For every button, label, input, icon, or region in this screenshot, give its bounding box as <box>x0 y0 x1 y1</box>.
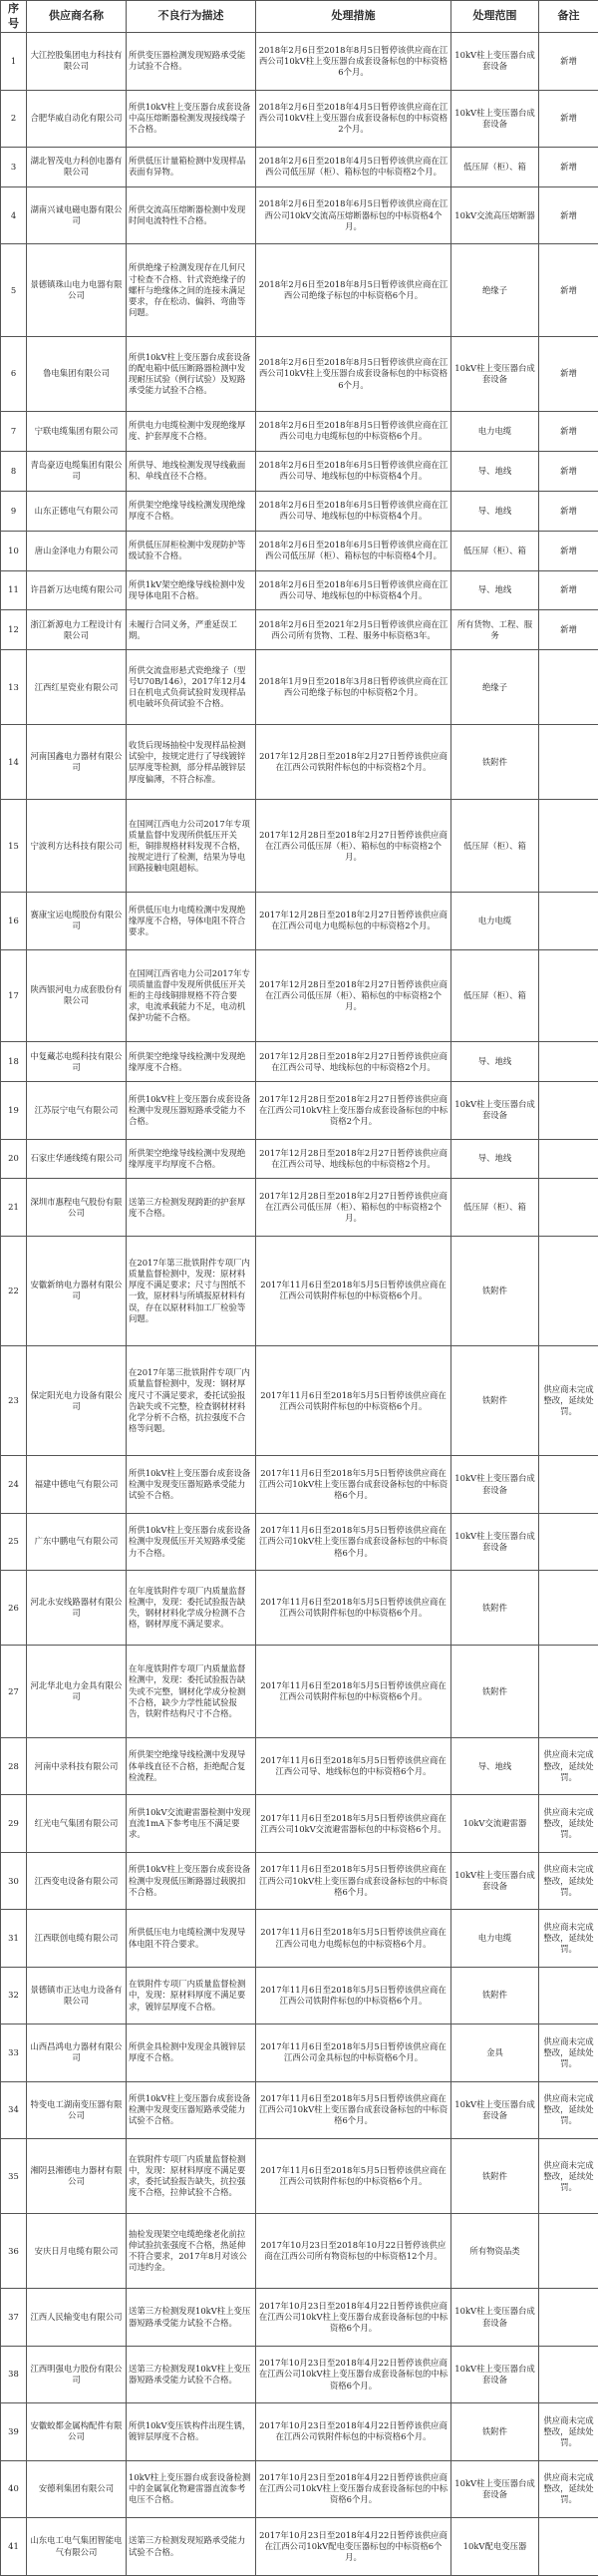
supplier-name: 湘阴县湘德电力器材有限公司 <box>27 2139 127 2214</box>
violation-description: 所供架空绝缘导线检测中发现绝缘厚度平均厚度不合格。 <box>127 1139 256 1179</box>
violation-description: 所供10kV柱上变压器台成套设备的配电箱中低压断路器检测中发现耐压试验（例行试验）及短路承受能力试验不合格。 <box>127 336 256 411</box>
penalty-scope: 铁附件 <box>451 1236 539 1345</box>
penalty-scope: 铁附件 <box>451 1646 539 1738</box>
remark: 新增 <box>539 186 598 243</box>
penalty-scope: 低压屏（柜）、箱 <box>451 531 539 570</box>
remark: 供应商未完成整改，延续处罚。 <box>539 1910 598 1967</box>
penalty-scope: 10kV柱上变压器台成套设备 <box>451 336 539 411</box>
penalty-measure: 2018年2月6日至2018年8月5日暂停该供应商在江西公司电力电缆标包的中标资格6个月。 <box>256 412 451 452</box>
violation-description: 所供10kV柱上变压器台成套设备检测中发现变压器短路承受能力试验不合格。 <box>127 1456 256 1513</box>
supplier-name: 许昌新万达电缆有限公司 <box>27 570 127 610</box>
penalty-measure: 2018年2月6日至2018年4月5日暂停该供应商在江西公司10kV柱上变压器台成套设备标包的中标资格2个月。 <box>256 90 451 147</box>
penalty-scope: 铁附件 <box>451 2139 539 2214</box>
table-body <box>1 33 598 2576</box>
penalty-measure: 2017年11月6日至2018年5月5日暂停该供应商在江西公司铁附件标包的中标资格6个月。 <box>256 1571 451 1646</box>
row-number: 17 <box>1 949 27 1042</box>
violation-description: 所供10kV柱上变压器台成套设备中高压熔断器检测发现接线端子不合格。 <box>127 90 256 147</box>
table-row <box>1 336 598 411</box>
penalty-scope: 电力电缆 <box>451 412 539 452</box>
violation-description: 在国网江西电力公司2017年专项质量监督中发现所供低压开关柜，铜排规格材料发现不合格，按规定进行了检测，结果为导电回路接触电阻超标。 <box>127 800 256 893</box>
table-row <box>1 1646 598 1738</box>
violation-description: 所供10kV交流避雷器检测中发现直流1mA下参考电压不满足要求。 <box>127 1795 256 1852</box>
penalty-measure: 2017年10月23日至2018年4月22日暂停该供应商在江西公司10kV柱上变压器台成套设备标包的中标资格6个月。 <box>256 2289 451 2346</box>
penalty-measure: 2017年11月6日至2018年5月5日暂停该供应商在江西公司10kV交流避雷器标包的中标资格6个月。 <box>256 1795 451 1852</box>
row-number: 9 <box>1 491 27 531</box>
row-number: 28 <box>1 1737 27 1794</box>
remark <box>539 1513 598 1570</box>
header-remark: 备注 <box>539 1 598 33</box>
remark: 供应商未完成整改，延续处罚。 <box>539 2139 598 2214</box>
violation-description: 所供电力电缆检测中发现绝缘厚度、护套厚度不合格。 <box>127 412 256 452</box>
row-number: 25 <box>1 1513 27 1570</box>
row-number: 13 <box>1 650 27 725</box>
penalty-scope: 所有物资品类 <box>451 2214 539 2289</box>
violation-description: 所供1kV架空绝缘导线检测中发现导体电阻不合格。 <box>127 570 256 610</box>
remark: 新增 <box>539 244 598 337</box>
penalty-scope: 导、地线 <box>451 451 539 491</box>
remark: 新增 <box>539 491 598 531</box>
table-row <box>1 2460 598 2517</box>
supplier-name: 广东中鹏电气有限公司 <box>27 1513 127 1570</box>
penalty-scope: 10kV柱上变压器台成套设备 <box>451 90 539 147</box>
penalty-scope: 低压屏（柜）、箱 <box>451 1179 539 1236</box>
table-row <box>1 1513 598 1570</box>
remark <box>539 2289 598 2346</box>
penalty-measure: 2017年10月23日至2018年10月22日暂停该供应商在江西公司所有物资标包的中标资格12个月。 <box>256 2214 451 2289</box>
penalty-measure: 2017年11月6日至2018年5月5日暂停该供应商在江西公司导、地线标包的中标资格6个月。 <box>256 1737 451 1794</box>
violation-description: 所供10kV柱上变压器台成套设备检测中发现变压器短路承受能力试验不合格。 <box>127 2081 256 2138</box>
penalty-scope: 10kV柱上变压器台成套设备 <box>451 1852 539 1909</box>
table-row <box>1 2289 598 2346</box>
penalty-scope: 绝缘子 <box>451 244 539 337</box>
supplier-name: 山东电工电气集团智能电气有限公司 <box>27 2518 127 2576</box>
supplier-name: 河北永安线路器材有限公司 <box>27 1571 127 1646</box>
table-row <box>1 1139 598 1179</box>
violation-description: 所供低压计量箱检测中发现样品表面有异物。 <box>127 147 256 186</box>
row-number: 2 <box>1 90 27 147</box>
remark: 供应商未完成整改，延续处罚。 <box>539 2403 598 2460</box>
supplier-name: 河南国鑫电力器材有限公司 <box>27 725 127 800</box>
supplier-name: 鲁电集团有限公司 <box>27 336 127 411</box>
table-row <box>1 1852 598 1909</box>
violation-description: 所供架空绝缘导线检测发现绝缘厚度不合格。 <box>127 491 256 531</box>
row-number: 40 <box>1 2460 27 2517</box>
penalty-measure: 2017年11月6日至2018年5月5日暂停该供应商在江西公司铁附件标包的中标资格6个月。 <box>256 1346 451 1456</box>
table-row <box>1 1795 598 1852</box>
remark: 供应商未完成整改，延续处罚。 <box>539 1737 598 1794</box>
penalty-scope: 低压屏（柜）、箱 <box>451 949 539 1042</box>
violation-description: 所供交流盘形悬式瓷绝缘子（型号U70B/146），2017年12月4日在机电式负荷试验时发现样品机电破坏负荷试验不合格。 <box>127 650 256 725</box>
remark <box>539 1139 598 1179</box>
table-row <box>1 1236 598 1345</box>
row-number: 30 <box>1 1852 27 1909</box>
table-row <box>1 1737 598 1794</box>
penalty-measure: 2017年12月28日至2018年2月27日暂停该供应商在江西公司电力电缆标包的中标资格2个月。 <box>256 893 451 949</box>
remark <box>539 800 598 893</box>
supplier-name: 湖南兴诚电磁电器有限公司 <box>27 186 127 243</box>
table-row <box>1 147 598 186</box>
penalty-scope: 10kV柱上变压器台成套设备 <box>451 1082 539 1139</box>
table-row <box>1 2139 598 2214</box>
remark <box>539 1179 598 1236</box>
supplier-name: 江西明强电力股份有限公司 <box>27 2346 127 2402</box>
supplier-name: 石家庄华通线缆有限公司 <box>27 1139 127 1179</box>
violation-description: 所供金具检测中发现金具镀锌层厚度不合格。 <box>127 2024 256 2081</box>
table-row <box>1 33 598 90</box>
row-number: 27 <box>1 1646 27 1738</box>
penalty-measure: 2017年11月6日至2018年5月5日暂停该供应商在江西公司铁附件标包的中标资格6个月。 <box>256 2139 451 2214</box>
supplier-name: 山西昌鸿电力器材有限公司 <box>27 2024 127 2081</box>
supplier-name: 江西变电设备有限公司 <box>27 1852 127 1909</box>
penalty-scope: 绝缘子 <box>451 650 539 725</box>
remark: 供应商未完成整改，延续处罚。 <box>539 2024 598 2081</box>
violation-description: 所供导、地线检测发现导线截面积、单线直径不合格。 <box>127 451 256 491</box>
penalty-measure: 2017年11月6日至2018年5月5日暂停该供应商在江西公司10kV柱上变压器台成套设备标包的中标资格6个月。 <box>256 1456 451 1513</box>
violation-description: 在年度铁附件专项厂内质量监督检测中，发现：委托试验报告缺失或不完整，钢材化学成分检测不合格，缺少力学性能试验报告，铁附件结构尺寸不合格。 <box>127 1646 256 1738</box>
remark: 新增 <box>539 531 598 570</box>
remark: 新增 <box>539 33 598 90</box>
row-number: 38 <box>1 2346 27 2402</box>
remark: 新增 <box>539 336 598 411</box>
violation-description: 送第三方检测发现短路承受能力试验不合格。 <box>127 2518 256 2576</box>
row-number: 35 <box>1 2139 27 2214</box>
supplier-name: 大江控股集团电力科技有限公司 <box>27 33 127 90</box>
supplier-name: 江西红星瓷业有限公司 <box>27 650 127 725</box>
row-number: 15 <box>1 800 27 893</box>
supplier-name: 唐山金泽电力有限公司 <box>27 531 127 570</box>
violation-description: 所供交流高压熔断器检测中发现时间电流特性不合格。 <box>127 186 256 243</box>
violation-description: 所供10kV变压铁构件出现生锈，镀锌层厚度不合格。 <box>127 2403 256 2460</box>
remark <box>539 2214 598 2289</box>
violation-description: 抽检发现架空电缆绝缘老化前拉伸试验抗张强度不合格，热延伸不符合要求，2017年8月对该公司违约金。 <box>127 2214 256 2289</box>
remark: 供应商未完成整改，延续处罚。 <box>539 1795 598 1852</box>
header-no: 序号 <box>1 1 27 33</box>
remark <box>539 650 598 725</box>
remark: 新增 <box>539 451 598 491</box>
violation-description: 所供10kV柱上变压器台成套设备检测中发现压器短路承受能力不合格。 <box>127 1082 256 1139</box>
penalty-measure: 2017年11月6日至2018年5月5日暂停该供应商在江西公司铁附件标包的中标资格6个月。 <box>256 1236 451 1345</box>
penalty-measure: 2017年12月28日至2018年2月27日暂停该供应商在江西公司低压屏（柜）、箱标包的中标资格2个月。 <box>256 1179 451 1236</box>
penalty-scope: 导、地线 <box>451 570 539 610</box>
violation-description: 在2017年第三批铁附件专项厂内质量监督检测中，发现：钢材厚度尺寸不满足要求，委托试验报告缺失或不完整，检查钢材材料化学分析不合格，抗拉强度不合格等问题。 <box>127 1346 256 1456</box>
row-number: 6 <box>1 336 27 411</box>
row-number: 10 <box>1 531 27 570</box>
penalty-measure: 2018年2月6日至2018年6月5日暂停该供应商在江西公司低压屏（柜）、箱标包的中标资格4个月。 <box>256 531 451 570</box>
penalty-measure: 2017年11月6日至2018年5月5日暂停该供应商在江西公司10kV柱上变压器台成套设备标包的中标资格6个月。 <box>256 1513 451 1570</box>
violation-description: 所供绝缘子检测发现存在几何尺寸检查不合格、针式瓷绝缘子的螺杆与绝缘体之间的连接未满足要求，存在松动、偏斜、弯曲等问题。 <box>127 244 256 337</box>
violation-description: 送第三方检测发现10kV柱上变压器短路承受能力试验不合格。 <box>127 2289 256 2346</box>
violation-description: 所供低压电力电缆检测中发现绝缘厚度不合格，导体电阻不符合要求。 <box>127 893 256 949</box>
remark <box>539 949 598 1042</box>
penalty-measure: 2017年10月23日至2018年4月22日暂停该供应商在江西公司铁附件标包的中标资格6个月。 <box>256 2403 451 2460</box>
table-row <box>1 531 598 570</box>
table-row <box>1 2518 598 2576</box>
supplier-name: 赛康宝运电缆股份有限公司 <box>27 893 127 949</box>
penalty-measure: 2017年11月6日至2018年5月5日暂停该供应商在江西公司10kV柱上变压器台成套设备标包的中标资格6个月。 <box>256 1852 451 1909</box>
row-number: 41 <box>1 2518 27 2576</box>
row-number: 34 <box>1 2081 27 2138</box>
penalty-measure: 2018年2月6日至2018年8月5日暂停该供应商在江西公司10kV柱上变压器台成套设备标包的中标资格6个月。 <box>256 33 451 90</box>
row-number: 11 <box>1 570 27 610</box>
penalty-scope: 10kV柱上变压器台成套设备 <box>451 2346 539 2402</box>
table-row <box>1 2081 598 2138</box>
violation-description: 在铁附件专项厂内质量监督检测中，发现：原材料厚度不满足要求，镀锌层厚度不合格。 <box>127 1967 256 2024</box>
supplier-name: 中复藏芯电缆科技有限公司 <box>27 1042 127 1082</box>
penalty-measure: 2017年12月28日至2018年2月27日暂停该供应商在江西公司低压屏（柜）、箱标包的中标资格2个月。 <box>256 800 451 893</box>
penalty-measure: 2017年11月6日至2018年5月5日暂停该供应商在江西公司金具标包的中标资格6个月。 <box>256 2024 451 2081</box>
supplier-name: 合肥华威自动化有限公司 <box>27 90 127 147</box>
table-row <box>1 1082 598 1139</box>
remark: 新增 <box>539 412 598 452</box>
supplier-name: 安徽新纳电力器材有限公司 <box>27 1236 127 1345</box>
table-row <box>1 412 598 452</box>
remark <box>539 1236 598 1345</box>
row-number: 32 <box>1 1967 27 2024</box>
table-row <box>1 244 598 337</box>
header-scope: 处理范围 <box>451 1 539 33</box>
remark: 供应商未完成整改，延续处罚。 <box>539 2460 598 2517</box>
penalty-measure: 2018年2月6日至2021年2月5日暂停该供应商在江西公司所有货物、工程、服务中标资格3年。 <box>256 610 451 650</box>
table-row <box>1 610 598 650</box>
table-row <box>1 2403 598 2460</box>
row-number: 23 <box>1 1346 27 1456</box>
penalty-scope: 铁附件 <box>451 1346 539 1456</box>
remark: 新增 <box>539 147 598 186</box>
penalty-measure: 2017年12月28日至2018年2月27日暂停该供应商在江西公司低压屏（柜）、箱标包的中标资格2个月。 <box>256 949 451 1042</box>
table-row <box>1 570 598 610</box>
penalty-scope: 10kV柱上变压器台成套设备 <box>451 1456 539 1513</box>
supplier-name: 青岛豪迈电缆集团有限公司 <box>27 451 127 491</box>
penalty-measure: 2018年2月6日至2018年6月5日暂停该供应商在江西公司导、地线标包的中标资格4个月。 <box>256 451 451 491</box>
violation-description: 所供架空绝缘导线检测中发现导体单线直径不合格，拒绝配合复检流程。 <box>127 1737 256 1794</box>
violation-description: 在2017年第三批铁附件专项厂内质量监督检测中，发现：原材料厚度不满足要求；尺寸与图纸不一致，原材料与所填报原材料有误，存在以原材料加工厂检验等问题。 <box>127 1236 256 1345</box>
table-row <box>1 2214 598 2289</box>
penalty-scope: 低压屏（柜）、箱 <box>451 147 539 186</box>
penalty-measure: 2017年10月23日至2018年4月22日暂停该供应商在江西公司10kV配电变压器标包的中标资格6个月。 <box>256 2518 451 2576</box>
penalty-scope: 铁附件 <box>451 1967 539 2024</box>
table-row <box>1 1456 598 1513</box>
table-row <box>1 949 598 1042</box>
table-row <box>1 1042 598 1082</box>
supplier-name: 景德镇市正达电力设备有限公司 <box>27 1967 127 2024</box>
penalty-scope: 10kV配电变压器 <box>451 2518 539 2576</box>
table-header-row <box>1 1 598 33</box>
penalty-measure: 2017年12月28日至2018年2月27日暂停该供应商在江西公司10kV柱上变压器台成套设备标包的中标资格2个月。 <box>256 1082 451 1139</box>
supplier-name: 河南中录科技有限公司 <box>27 1737 127 1794</box>
violation-description: 在铁附件专项厂内质量监督检测中，发现：原材料厚度不满足要求，委托试验报告缺失，抗拉强度不合格，拉伸试验不合格。 <box>127 2139 256 2214</box>
penalty-scope: 所有货物、工程、服务 <box>451 610 539 650</box>
penalty-measure: 2017年12月28日至2018年2月27日暂停该供应商在江西公司导、地线标包的中标资格2个月。 <box>256 1042 451 1082</box>
supplier-name: 宁波利方达科技有限公司 <box>27 800 127 893</box>
penalty-measure: 2018年2月6日至2018年8月5日暂停该供应商在江西公司绝缘子标包的中标资格6个月。 <box>256 244 451 337</box>
table-row <box>1 90 598 147</box>
row-number: 1 <box>1 33 27 90</box>
row-number: 29 <box>1 1795 27 1852</box>
table-row <box>1 1910 598 1967</box>
penalty-scope: 10kV交流高压熔断器 <box>451 186 539 243</box>
violation-description: 送第三方检测发现跨距的护套厚度不合格。 <box>127 1179 256 1236</box>
row-number: 26 <box>1 1571 27 1646</box>
row-number: 18 <box>1 1042 27 1082</box>
violation-description: 在年度铁附件专项厂内质量监督检测中，发现：委托试验报告缺失，钢材材料化学成分检测不合格，钢材厚度不满足要求。 <box>127 1571 256 1646</box>
table-row <box>1 451 598 491</box>
supplier-name: 湖北智茂电力科创电器有限公司 <box>27 147 127 186</box>
penalty-scope: 导、地线 <box>451 491 539 531</box>
penalty-scope: 铁附件 <box>451 725 539 800</box>
supplier-name: 山东正德电气有限公司 <box>27 491 127 531</box>
penalty-measure: 2017年12月28日至2018年2月27日暂停该供应商在江西公司导、地线标包的中标资格2个月。 <box>256 1139 451 1179</box>
table-row <box>1 725 598 800</box>
table-row <box>1 1346 598 1456</box>
row-number: 20 <box>1 1139 27 1179</box>
remark <box>539 1646 598 1738</box>
table-row <box>1 491 598 531</box>
penalty-scope: 导、地线 <box>451 1139 539 1179</box>
table-row <box>1 800 598 893</box>
penalty-measure: 2018年2月6日至2018年6月5日暂停该供应商在江西公司10kV交流高压熔断器标包的中标资格4个月。 <box>256 186 451 243</box>
penalty-scope: 10kV柱上变压器台成套设备 <box>451 1513 539 1570</box>
violation-description: 所供低压电力电缆检测中发现导体电阻不符合要求。 <box>127 1910 256 1967</box>
remark: 新增 <box>539 570 598 610</box>
supplier-name: 河北华北电力金具有限公司 <box>27 1646 127 1738</box>
penalty-scope: 低压屏（柜）、箱 <box>451 800 539 893</box>
supplier-name: 安庆日月电缆有限公司 <box>27 2214 127 2289</box>
penalty-scope: 导、地线 <box>451 1042 539 1082</box>
penalty-scope: 铁附件 <box>451 2403 539 2460</box>
table-row <box>1 1967 598 2024</box>
row-number: 14 <box>1 725 27 800</box>
header-measure: 处理措施 <box>256 1 451 33</box>
penalty-scope: 电力电缆 <box>451 1910 539 1967</box>
remark <box>539 2346 598 2402</box>
supplier-name: 江西联创电缆有限公司 <box>27 1910 127 1967</box>
supplier-name: 景德镇珠山电力电器有限公司 <box>27 244 127 337</box>
violation-description: 所供变压器检测发现短路承受能力试验不合格。 <box>127 33 256 90</box>
table-row <box>1 650 598 725</box>
remark: 供应商未完成整改，延续处罚。 <box>539 2081 598 2138</box>
supplier-name: 红光电气集团有限公司 <box>27 1795 127 1852</box>
penalty-measure: 2017年10月23日至2018年4月22日暂停该供应商在江西公司10kV柱上变压器台成套设备标包的中标资格6个月。 <box>256 2346 451 2402</box>
violation-description: 所供架空绝缘导线检测中发现绝缘厚度不合格。 <box>127 1042 256 1082</box>
row-number: 22 <box>1 1236 27 1345</box>
remark <box>539 2518 598 2576</box>
supplier-name: 安徽蛟都金属构配件有限公司 <box>27 2403 127 2460</box>
violation-description: 所供低压屏柜检测中发现防护等级试验不合格。 <box>127 531 256 570</box>
remark <box>539 1967 598 2024</box>
row-number: 19 <box>1 1082 27 1139</box>
penalty-measure: 2018年2月6日至2018年6月5日暂停该供应商在江西公司导、地线标包的中标资格4个月。 <box>256 491 451 531</box>
table-row <box>1 893 598 949</box>
penalty-measure: 2017年10月23日至2018年4月22日暂停该供应商在江西公司10kV柱上变压器台成套设备标包的中标资格6个月。 <box>256 2460 451 2517</box>
penalty-scope: 10kV柱上变压器台成套设备 <box>451 2460 539 2517</box>
penalty-measure: 2018年1月9日至2018年3月8日暂停该供应商在江西公司绝缘子标包的中标资格2个月。 <box>256 650 451 725</box>
penalty-measure: 2017年11月6日至2018年5月5日暂停该供应商在江西公司电力电缆标包的中标资格6个月。 <box>256 1910 451 1967</box>
supplier-name: 浙江新源电力工程设计有限公司 <box>27 610 127 650</box>
supplier-name: 宁联电缆集团有限公司 <box>27 412 127 452</box>
supplier-name: 保定阳光电力设备有限公司 <box>27 1346 127 1456</box>
supplier-name: 江苏辰宁电气有限公司 <box>27 1082 127 1139</box>
remark <box>539 1571 598 1646</box>
remark <box>539 725 598 800</box>
penalty-scope: 10kV柱上变压器台成套设备 <box>451 33 539 90</box>
row-number: 8 <box>1 451 27 491</box>
supplier-name: 深圳市惠程电气股份有限公司 <box>27 1179 127 1236</box>
supplier-name: 特变电工湖南变压器有限公司 <box>27 2081 127 2138</box>
penalty-scope: 10kV柱上变压器台成套设备 <box>451 2081 539 2138</box>
row-number: 37 <box>1 2289 27 2346</box>
violation-description: 未履行合同义务，严重延误工期。 <box>127 610 256 650</box>
row-number: 36 <box>1 2214 27 2289</box>
table-row <box>1 2024 598 2081</box>
penalty-scope: 10kV柱上变压器台成套设备 <box>451 2289 539 2346</box>
penalty-measure: 2017年12月28日至2018年2月27日暂停该供应商在江西公司铁附件标包的中标资格2个月。 <box>256 725 451 800</box>
header-description: 不良行为描述 <box>127 1 256 33</box>
row-number: 24 <box>1 1456 27 1513</box>
violation-description: 收货后现场抽检中发现样品检测试验中，按规定进行了导线镀锌层厚度等检测，部分样品镀锌层厚度偏薄，不符合标准。 <box>127 725 256 800</box>
penalty-measure: 2017年11月6日至2018年5月5日暂停该供应商在江西公司铁附件标包的中标资格6个月。 <box>256 1646 451 1738</box>
row-number: 39 <box>1 2403 27 2460</box>
remark <box>539 1042 598 1082</box>
row-number: 33 <box>1 2024 27 2081</box>
row-number: 12 <box>1 610 27 650</box>
remark <box>539 893 598 949</box>
remark <box>539 1082 598 1139</box>
remark: 供应商未完成整改，延续处罚。 <box>539 1346 598 1456</box>
penalty-measure: 2018年2月6日至2018年6月5日暂停该供应商在江西公司导、地线标包的中标资格4个月。 <box>256 570 451 610</box>
violation-description: 10kV柱上变压器台成套设备检测中的金属氧化物避雷器直流参考电压不合格。 <box>127 2460 256 2517</box>
row-number: 21 <box>1 1179 27 1236</box>
violation-description: 所供10kV柱上变压器台成套设备检测中发现低压断路器过载脱扣不合格。 <box>127 1852 256 1909</box>
penalty-scope: 导、地线 <box>451 1737 539 1794</box>
supplier-name: 江西人民输变电有限公司 <box>27 2289 127 2346</box>
penalty-measure: 2018年2月6日至2018年4月5日暂停该供应商在江西公司低压屏（柜）、箱标包的中标资格2个月。 <box>256 147 451 186</box>
penalty-scope: 电力电缆 <box>451 893 539 949</box>
remark: 新增 <box>539 610 598 650</box>
row-number: 7 <box>1 412 27 452</box>
remark <box>539 1456 598 1513</box>
row-number: 31 <box>1 1910 27 1967</box>
table-row <box>1 2346 598 2402</box>
penalty-scope: 铁附件 <box>451 1571 539 1646</box>
remark: 供应商未完成整改，延续处罚。 <box>539 1852 598 1909</box>
header-supplier: 供应商名称 <box>27 1 127 33</box>
table-row <box>1 186 598 243</box>
penalty-measure: 2017年11月6日至2018年5月5日暂停该供应商在江西公司10kV柱上变压器台成套设备标包的中标资格6个月。 <box>256 2081 451 2138</box>
table-row <box>1 1179 598 1236</box>
penalty-scope: 金具 <box>451 2024 539 2081</box>
penalty-measure: 2017年11月6日至2018年5月5日暂停该供应商在江西公司铁附件标包的中标资格6个月。 <box>256 1967 451 2024</box>
row-number: 16 <box>1 893 27 949</box>
violation-description: 所供10kV柱上变压器台成套设备检测中发现低压开关短路承受能力不合格。 <box>127 1513 256 1570</box>
violation-description: 在国网江西省电力公司2017年专项质量监督中发现所供低压开关柜的主母线铜排规格不符合要求，电流承载能力不足，电动机保护功能不合格。 <box>127 949 256 1042</box>
supplier-name: 陕西银河电力成套股份有限公司 <box>27 949 127 1042</box>
penalty-scope: 10kV交流避雷器 <box>451 1795 539 1852</box>
row-number: 4 <box>1 186 27 243</box>
supplier-name: 福建中德电气有限公司 <box>27 1456 127 1513</box>
table-row <box>1 1571 598 1646</box>
penalty-measure: 2018年2月6日至2018年8月5日暂停该供应商在江西公司10kV柱上变压器台成套设备标包的中标资格6个月。 <box>256 336 451 411</box>
violation-description: 送第三方检测发现10kV柱上变压器短路承受能力试验不合格。 <box>127 2346 256 2402</box>
row-number: 5 <box>1 244 27 337</box>
row-number: 3 <box>1 147 27 186</box>
remark: 新增 <box>539 90 598 147</box>
supplier-name: 安德利集团有限公司 <box>27 2460 127 2517</box>
